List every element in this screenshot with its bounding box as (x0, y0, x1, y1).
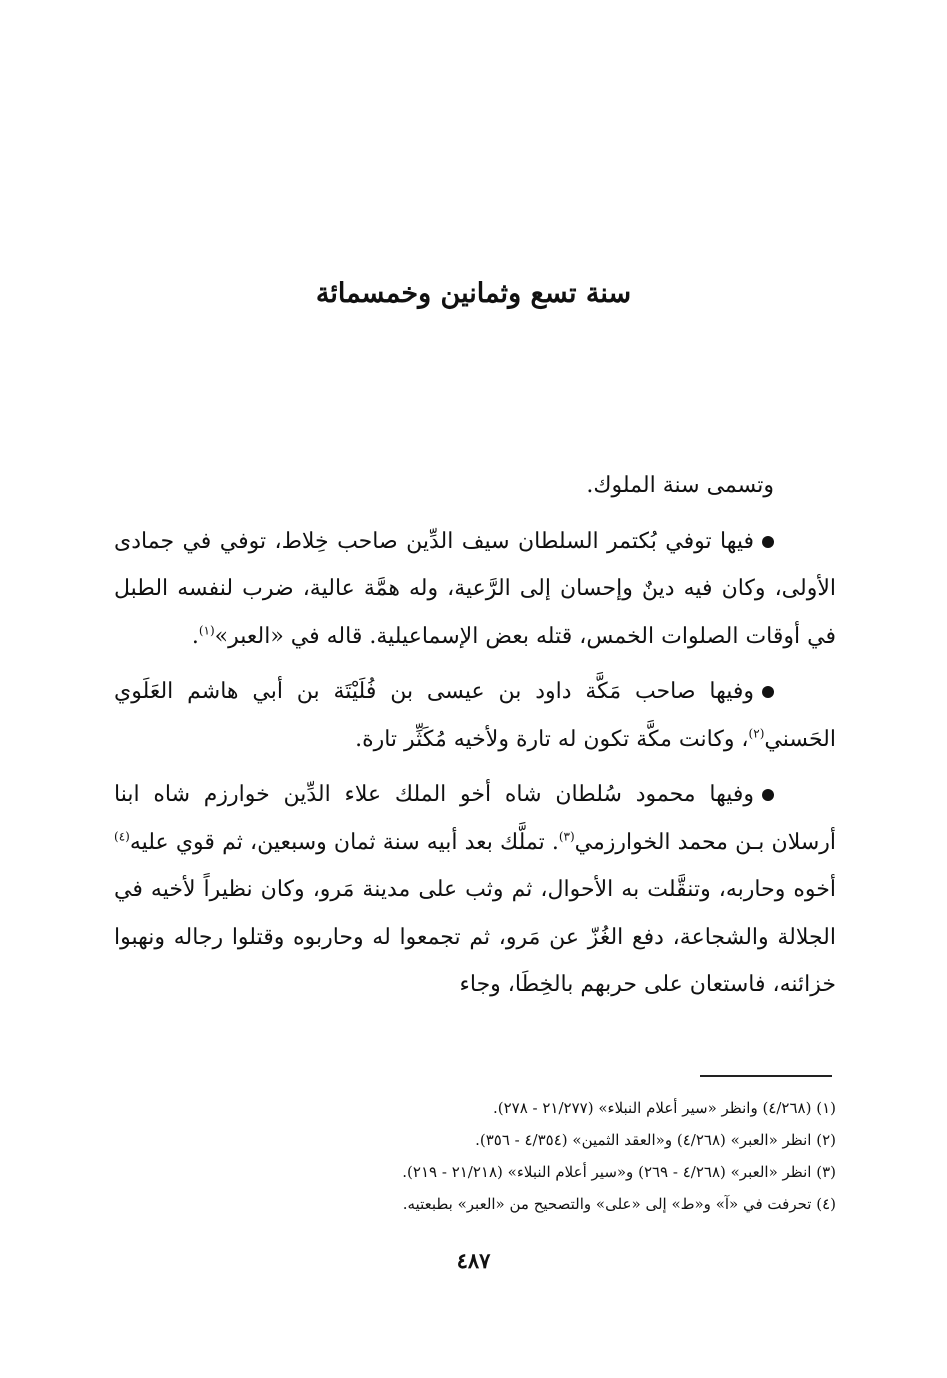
footnotes (114, 1092, 836, 1220)
intro-paragraph: وتسمى سنة الملوك. (586, 473, 774, 498)
footnote: (١) (٤/٢٦٨) وانظر «سير أعلام النبلاء» (٢١/٢٧٧ - ٢٧٨). (492, 1099, 836, 1117)
bullet-icon (762, 789, 774, 801)
entry-paragraph (114, 771, 836, 1009)
bullet-icon (762, 536, 774, 548)
entry-text: وفيها صاحب مَكَّة داود بن عيسى بن فُلَيْتَة بن أبي هاشم العَلَوي الحَسني (114, 679, 836, 752)
entry-text: وفيها محمود سُلطان شاه أخو الملك علاء الدِّين خوارزم شاه ابنا أرسلان بـن محمد الخوارزمي (114, 782, 836, 855)
entry-text: فيها توفي بُكتمر السلطان سيف الدِّين صاحب خِلاط، توفي في جمادى الأولى، وكان فيه دينٌ وإحسان إلى الرَّعية، وله همَّة عالية، ضرب لنفسه الطبل في أوقات الصلوات الخمس، قتله بعض الإسماعيلية. قاله في «العبر» (114, 528, 836, 649)
footnote-ref[interactable]: (١) (198, 623, 215, 638)
entry-text: ، وكانت مكَّة تكون له تارة ولأخيه مُكَثِّر تارة. (355, 726, 749, 752)
footnote: (٢) انظر «العبر» (٤/٢٦٨) و«العقد الثمين» (٤/٣٥٤ - ٣٥٦). (475, 1131, 836, 1149)
footnote-ref[interactable]: (٤) (114, 829, 130, 844)
entry-paragraph (114, 668, 836, 763)
page-number: ٤٨٧ (456, 1248, 491, 1273)
footnote-divider (700, 1075, 832, 1077)
footnote: (٣) انظر «العبر» (٤/٢٦٨ - ٢٦٩) و«سير أعلام النبلاء» (٢١/٢١٨ - ٢١٩). (402, 1163, 836, 1181)
footnote: (٤) تحرفت في «آ» و«ط» إلى «على» والتصحيح من «العبر» بطبعتيه. (402, 1195, 836, 1213)
bullet-icon (762, 686, 774, 698)
chapter-title: سنة تسع وثمانين وخمسمائة (315, 278, 632, 309)
main-text (114, 462, 836, 1009)
footnote-ref[interactable]: (٢) (748, 726, 765, 741)
footnote-ref[interactable]: (٣) (558, 829, 575, 844)
entry-paragraph (114, 518, 836, 661)
entry-text: . (191, 623, 199, 649)
entry-text: . تملَّك بعد أبيه سنة ثمان وسبعين، ثم قوي عليه (129, 829, 559, 855)
entry-text: أخوه وحاربه، وتنقَّلت به الأحوال، ثم وثب على مدينة مَرو، وكان نظيراً لأخيه في الجلالة والشجاعة، دفع الغُزّ عن مَرو، ثم تجمعوا له وحاربوه وقتلوا رجاله ونهبوا خزائنه، فاستعان على حربهم بالخِطَا، وجاء (114, 877, 836, 997)
